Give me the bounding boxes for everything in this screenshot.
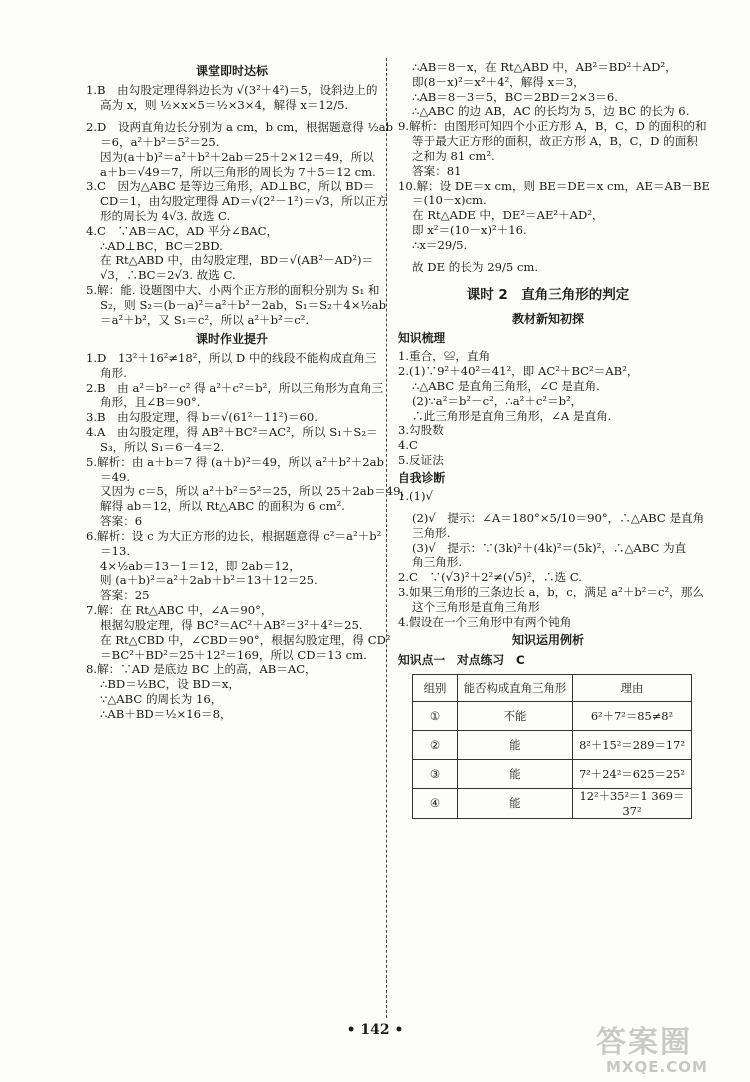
- text-line: 5.解析：由 a＋b＝7 得 (a＋b)²＝49，所以 a²＋b²＋2ab: [86, 454, 384, 469]
- text-line: 4.A 由勾股定理，得 AB²＋BC²＝AC²，所以 S₁＋S₂＝: [86, 425, 378, 440]
- text-line: ＝13.: [100, 543, 131, 558]
- table-cell: 12²＋35²＝1 369＝37²: [573, 788, 692, 818]
- text-line: 因为(a＋b)²＝a²＋b²＋2ab＝25＋2×12＝49，所以: [100, 149, 374, 164]
- text-line: 答案：6: [100, 514, 143, 529]
- text-line: 根据勾股定理，得 BC²＝AC²＋AB²＝3²＋4²＝25.: [100, 617, 363, 632]
- table-cell: 8²＋15²＝289＝17²: [573, 730, 692, 759]
- spacer: [398, 253, 698, 260]
- subsection-heading: 知识梳理: [398, 331, 446, 346]
- text-line: ＝49.: [100, 469, 131, 484]
- text-line: ∴AD⊥BC，BC＝2BD.: [100, 238, 223, 253]
- text-line: ∴AB＝8－x，在 Rt△ABD 中，AB²＝BD²＋AD²，: [412, 60, 677, 74]
- table-row: [413, 730, 692, 759]
- text-line: 角形.: [100, 365, 127, 380]
- text-line: ∴BD＝½BC，设 BD＝x，: [100, 677, 241, 692]
- text-line: 角三角形.: [412, 555, 463, 570]
- text-line: 4.C ∵AB＝AC，AD 平分∠BAC，: [86, 223, 279, 238]
- table-cell: ②: [413, 730, 458, 759]
- text-line: 故 DE 的长为 29/5 cm.: [412, 259, 539, 274]
- text-line: 7.解：在 Rt△ABC 中，∠A＝90°，: [86, 603, 273, 618]
- text-line: (2)∵a²＝b²－c²，∴a²＋c²＝b²，: [412, 393, 583, 408]
- text-line: 解得 ab＝12，所以 Rt△ABC 的面积为 6 cm².: [100, 499, 345, 514]
- text-line: 之和为 81 cm².: [412, 148, 495, 163]
- text-line: 三角形.: [412, 525, 451, 540]
- text-line: 2.D 设两直角边长分别为 a cm，b cm，根据题意得 ½ab: [86, 120, 394, 135]
- text-line: 4×½ab＝13－1＝12，即 2ab＝12，: [100, 558, 301, 573]
- table-row: [413, 701, 692, 730]
- text-line: 则 (a＋b)²＝a²＋2ab＋b²＝13＋12＝25.: [100, 573, 318, 588]
- text-line: 形的周长为 4√3. 故选 C.: [100, 208, 231, 223]
- right-column: [398, 60, 710, 819]
- text-line: a＋b＝√49＝7，所以三角形的周长为 7＋5＝12 cm.: [100, 164, 376, 179]
- text-line: ∴AB＝8－3＝5，BC＝2BD＝2×3＝6.: [412, 89, 618, 104]
- text-line: ∴△ABC 的边 AB，AC 的长均为 5，边 BC 的长为 6.: [412, 104, 690, 119]
- table-cell: ①: [413, 701, 458, 730]
- table-cell: ④: [413, 788, 458, 818]
- text-line: 1.(1)√: [398, 489, 433, 504]
- spacer: [398, 504, 698, 511]
- table-cell: 7²＋24²＝625＝25²: [573, 759, 692, 788]
- text-line: (3)√ 提示：∵(3k)²＋(4k)²＝(5k)²，∴△ABC 为直: [412, 540, 687, 555]
- text-line: 1.D 13²＋16²≠18²，所以 D 中的线段不能构成直角三: [86, 350, 377, 365]
- section-heading: 知识运用例析: [511, 633, 584, 648]
- text-line: √3，∴BC＝2√3. 故选 C.: [100, 268, 236, 283]
- text-line: ＝6，a²＋b²＝5²＝25.: [100, 134, 220, 149]
- text-line: ∴x＝29/5.: [412, 237, 468, 252]
- text-line: 这个三角形是直角三角形: [412, 599, 540, 614]
- section-heading: 教材新知初探: [511, 311, 584, 326]
- text-line: ∴AB＋BD＝½×16＝8，: [100, 706, 232, 721]
- table-cell: 能: [458, 730, 573, 759]
- text-line: 10.解：设 DE＝x cm，则 BE＝DE＝x cm，AE＝AB－BE: [398, 178, 710, 193]
- subsection-heading: 自我诊断: [398, 470, 446, 485]
- text-line: ＝(10－x)cm.: [412, 193, 487, 208]
- text-line: 2.C ∵(√3)²＋2²≠(√5)²，∴选 C.: [398, 570, 582, 585]
- right-column-text: [398, 60, 710, 668]
- text-line: 即(8－x)²＝x²＋4²，解得 x＝3，: [412, 74, 585, 89]
- text-line: 5.解：能. 设题图中大、小两个正方形的面积分别为 S₁ 和: [86, 283, 380, 298]
- text-line: ∵△ABC 的周长为 16，: [100, 692, 223, 707]
- table-header-reason: 理由: [573, 674, 692, 701]
- text-line: 角形，且∠B＝90°.: [100, 395, 201, 410]
- text-line: S₃，所以 S₁＝6－4＝2.: [100, 439, 225, 454]
- watermark-logo: [596, 1025, 746, 1078]
- section-heading: 课时作业提升: [195, 331, 268, 346]
- lesson-title: 课时 2 直角三角形的判定: [466, 286, 630, 303]
- text-line: 又因为 c＝5，所以 a²＋b²＝5²＝25，所以 25＋2ab＝49，: [100, 484, 413, 499]
- text-line: 8.解：∵AD 是底边 BC 上的高，AB＝AC，: [86, 662, 317, 677]
- watermark-text: 答案圈: [596, 1025, 692, 1060]
- table-header-group: 组别: [413, 674, 458, 701]
- text-line: 1.B 由勾股定理得斜边长为 √(3²＋4²)＝5，设斜边上的: [86, 83, 378, 98]
- table-header-can-form: 能否构成直角三角形: [458, 674, 573, 701]
- text-line: ＝a²＋b²，又 S₁＝c²，所以 a²＋b²＝c².: [100, 312, 310, 327]
- spacer: [86, 113, 378, 120]
- table-cell: 能: [458, 759, 573, 788]
- text-line: 4.C: [398, 438, 418, 453]
- text-line: 3.B 由勾股定理，得 b＝√(61²－11²)＝60.: [86, 410, 318, 425]
- text-line: ＝BC²＋BD²＝25＋12²＝169，所以 CD＝13 cm.: [100, 647, 367, 662]
- table-cell: 能: [458, 788, 573, 818]
- text-line: ∴此三角形是直角三角形，∠A 是直角.: [412, 408, 612, 423]
- text-line: 4.假设在一个三角形中有两个钝角: [398, 614, 572, 629]
- text-line: 在 Rt△CBD 中，∠CBD＝90°，根据勾股定理，得 CD²: [100, 632, 391, 647]
- text-line: 2.B 由 a²＝b²－c² 得 a²＋c²＝b²，所以三角形为直角三: [86, 380, 384, 395]
- table-cell: ③: [413, 759, 458, 788]
- text-line: 3.C 因为△ABC 是等边三角形，AD⊥BC，所以 BD＝: [86, 179, 375, 194]
- table-row: [413, 759, 692, 788]
- text-line: (2)√ 提示：∠A＝180°×5/10＝90°，∴△ABC 是直角: [412, 510, 705, 525]
- text-line: 即 x²＝(10－x)²＋16.: [412, 223, 527, 238]
- left-column: [86, 60, 413, 722]
- text-line: CD＝1，由勾股定理得 AD＝√(2²－1²)＝√3，所以正方: [100, 194, 388, 209]
- section-heading: 课堂即时达标: [195, 64, 268, 78]
- judgement-table: [412, 674, 692, 819]
- text-line: 5.反证法: [398, 453, 444, 468]
- subsection-heading: 知识点一 对点练习 C: [398, 652, 525, 667]
- text-line: 在 Rt△ABD 中，由勾股定理，BD＝√(AB²－AD²)＝: [100, 253, 374, 268]
- text-line: 6.解析：设 c 为大正方形的边长，根据题意得 c²＝a²＋b²: [86, 528, 382, 543]
- table-cell: 6²＋7²＝85≠8²: [573, 701, 692, 730]
- table-row: [413, 788, 692, 818]
- table-header-row: [413, 674, 692, 701]
- table-cell: 不能: [458, 701, 573, 730]
- text-line: 在 Rt△ADE 中，DE²＝AE²＋AD²，: [412, 208, 604, 223]
- text-line: 答案：81: [412, 163, 462, 178]
- text-line: 1.重合，≌，直角: [398, 349, 491, 364]
- text-line: ∴△ABC 是直角三角形，∠C 是直角.: [412, 378, 600, 393]
- text-line: 9.解析：由图形可知四个小正方形 A，B，C，D 的面积的和: [398, 119, 707, 134]
- page-number: • 142 •: [346, 1022, 404, 1038]
- text-line: 3.如果三角形的三条边长 a，b，c，满足 a²＋b²＝c²，那么: [398, 585, 704, 599]
- text-line: 3.勾股数: [398, 423, 444, 438]
- text-line: S₂，则 S₂＝(b－a)²＝a²＋b²－2ab，S₁＝S₂＋4×½ab: [100, 297, 387, 312]
- watermark-url: MXQE.COM: [606, 1058, 708, 1076]
- text-line: 等于最大正方形的面积，故正方形 A，B，C，D 的面积: [412, 134, 698, 149]
- text-line: 2.(1)∵9²＋40²＝41²，即 AC²＋BC²＝AB²，: [398, 364, 639, 379]
- text-line: 答案：25: [100, 588, 150, 603]
- text-line: 高为 x，则 ½×x×5＝½×3×4，解得 x＝12/5.: [100, 98, 349, 113]
